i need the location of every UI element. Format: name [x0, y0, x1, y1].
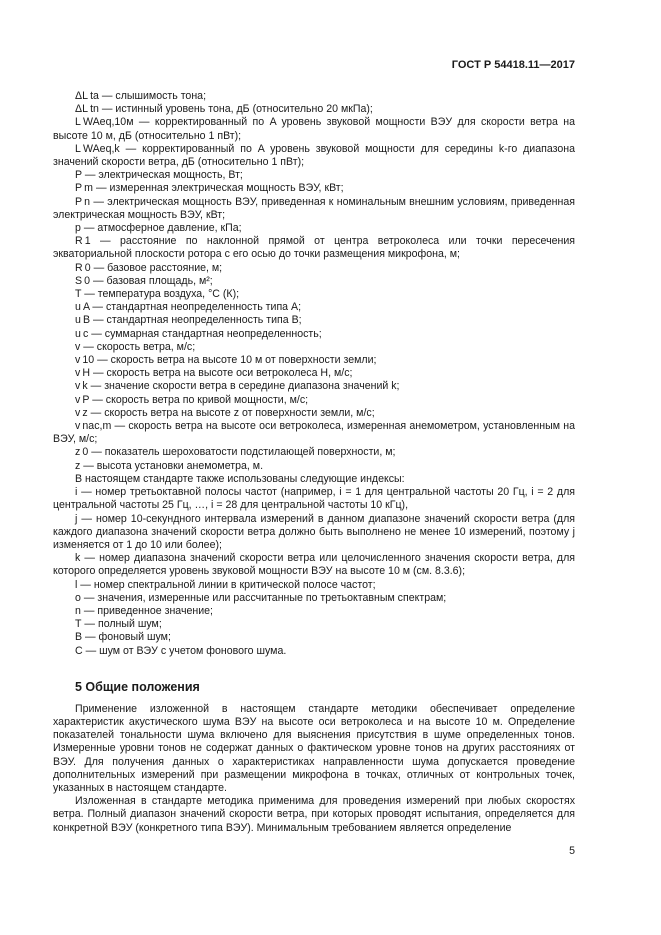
symbols-list [53, 90, 575, 658]
definition-item: R 1 — расстояние по наклонной прямой от центра ветроколеса или точки пересечения экваториальной плоскости ротора с его осью до точки размещения микрофона, м; [53, 235, 575, 261]
index-item: В — фоновый шум; [75, 631, 171, 644]
definition-item: v P — скорость ветра по кривой мощности, м/с; [75, 393, 309, 406]
definition-item: u A — стандартная неопределенность типа А; [75, 301, 302, 314]
definition-item: T — температура воздуха, °С (К); [75, 288, 240, 301]
indices-intro: В настоящем стандарте также использованы следующие индексы: [75, 472, 405, 485]
definition-item: L WAeq,10м — корректированный по A уровень звуковой мощности ВЭУ для скорости ветра на высоте 10 м, дБ (относительно 1 пВт); [53, 116, 575, 142]
definition-item: P m — измеренная электрическая мощность ВЭУ, кВт; [75, 182, 344, 195]
definition-item: ΔL tn — истинный уровень тона, дБ (относительно 20 мкПа); [75, 103, 373, 116]
definition-item: u c — суммарная стандартная неопределенность; [75, 327, 322, 340]
body-paragraph: Применение изложенной в настоящем стандарте методики обеспечивает определение характеристик акустического шума ВЭУ на высоте оси ветроколеса и на высоте 10 м. Определение показателей тональности шума включено для выяснения присутствия в шуме определенных тонов. Измеренные уровни тонов не содержат данных о фактическом уровне тонов на других расстояниях от ВЭУ. Для получения данных о характеристиках направленности шума допускается проведение дополнительных измерений при размещении микрофона в точках, отличных от контрольных точек, указанных в настоящем стандарте. [53, 702, 575, 794]
definition-item: v k — значение скорости ветра в середине диапазона значений k; [75, 380, 400, 393]
definition-item: v H — скорость ветра на высоте оси ветроколеса H, м/с; [75, 367, 353, 380]
definition-item: z — высота установки анемометра, м. [75, 459, 264, 472]
definition-item: v — скорость ветра, м/с; [75, 340, 196, 353]
definition-item: z 0 — показатель шероховатости подстилающей поверхности, м; [75, 446, 396, 459]
definition-item: L WAeq,k — корректированный по A уровень звуковой мощности для середины k-го диапазона значений скорости ветра, дБ (относительно 1 пВт); [53, 142, 575, 169]
definition-item: u B — стандартная неопределенность типа В; [75, 314, 302, 327]
document-id: ГОСТ Р 54418.11—2017 [451, 59, 575, 71]
definition-item: p — атмосферное давление, кПа; [75, 222, 242, 235]
definition-item: v nac,m — скорость ветра на высоте оси ветроколеса, измеренная анемометром, установленным на ВЭУ, м/с; [53, 420, 575, 446]
definition-item: v z — скорость ветра на высоте z от поверхности земли, м/с; [75, 406, 375, 419]
index-item: j — номер 10-секундного интервала измерений в данном диапазоне значений скорости ветра (для каждого диапазона значений скорости ветра должно быть выполнено не менее 10 измерений, поэтому j изменяется от 1 до 10 или более); [53, 512, 575, 551]
index-item: k — номер диапазона значений скорости ветра или целочисленного значения скорости ветра, для которого определяется уровень звуковой мощности ВЭУ на высоте 10 м (см. 8.3.6); [53, 552, 575, 578]
index-item: i — номер третьоктавной полосы частот (например, i = 1 для центральной частоты 20 Гц, i = 2 для центральной частоты 25 Гц, …, i = 28 для центральной частоты 10 кГц), [53, 486, 575, 512]
index-item: С — шум от ВЭУ с учетом фонового шума. [75, 644, 287, 657]
definition-item: P n — электрическая мощность ВЭУ, приведенная к номинальным внешним условиям, приведенная электрическая мощность ВЭУ, кВт; [53, 195, 575, 221]
index-item: l — номер спектральной линии в критической полосе частот; [75, 578, 376, 591]
definition-item: v 10 — скорость ветра на высоте 10 м от поверхности земли; [75, 354, 377, 367]
definition-item: P — электрическая мощность, Вт; [75, 169, 243, 182]
definition-item: R 0 — базовое расстояние, м; [75, 261, 223, 274]
page-number: 5 [569, 845, 575, 857]
section-body [53, 703, 575, 835]
definition-item: S 0 — базовая площадь, м²; [75, 274, 213, 287]
index-item: Т — полный шум; [75, 618, 162, 631]
index-item: o — значения, измеренные или рассчитанные по третьоктавным спектрам; [75, 591, 447, 604]
body-paragraph: Изложенная в стандарте методика применима для проведения измерений при любых скоростях ветра. Полный диапазон значений скорости ветра, при которых проводят испытания, определяется для конкретной ВЭУ (конкретного типа ВЭУ). Минимальным требованием является определение [53, 795, 575, 834]
index-item: n — приведенное значение; [75, 604, 213, 617]
section-heading: 5 Общие положения [75, 679, 200, 694]
definition-item: ΔL ta — слышимость тона; [75, 90, 207, 102]
